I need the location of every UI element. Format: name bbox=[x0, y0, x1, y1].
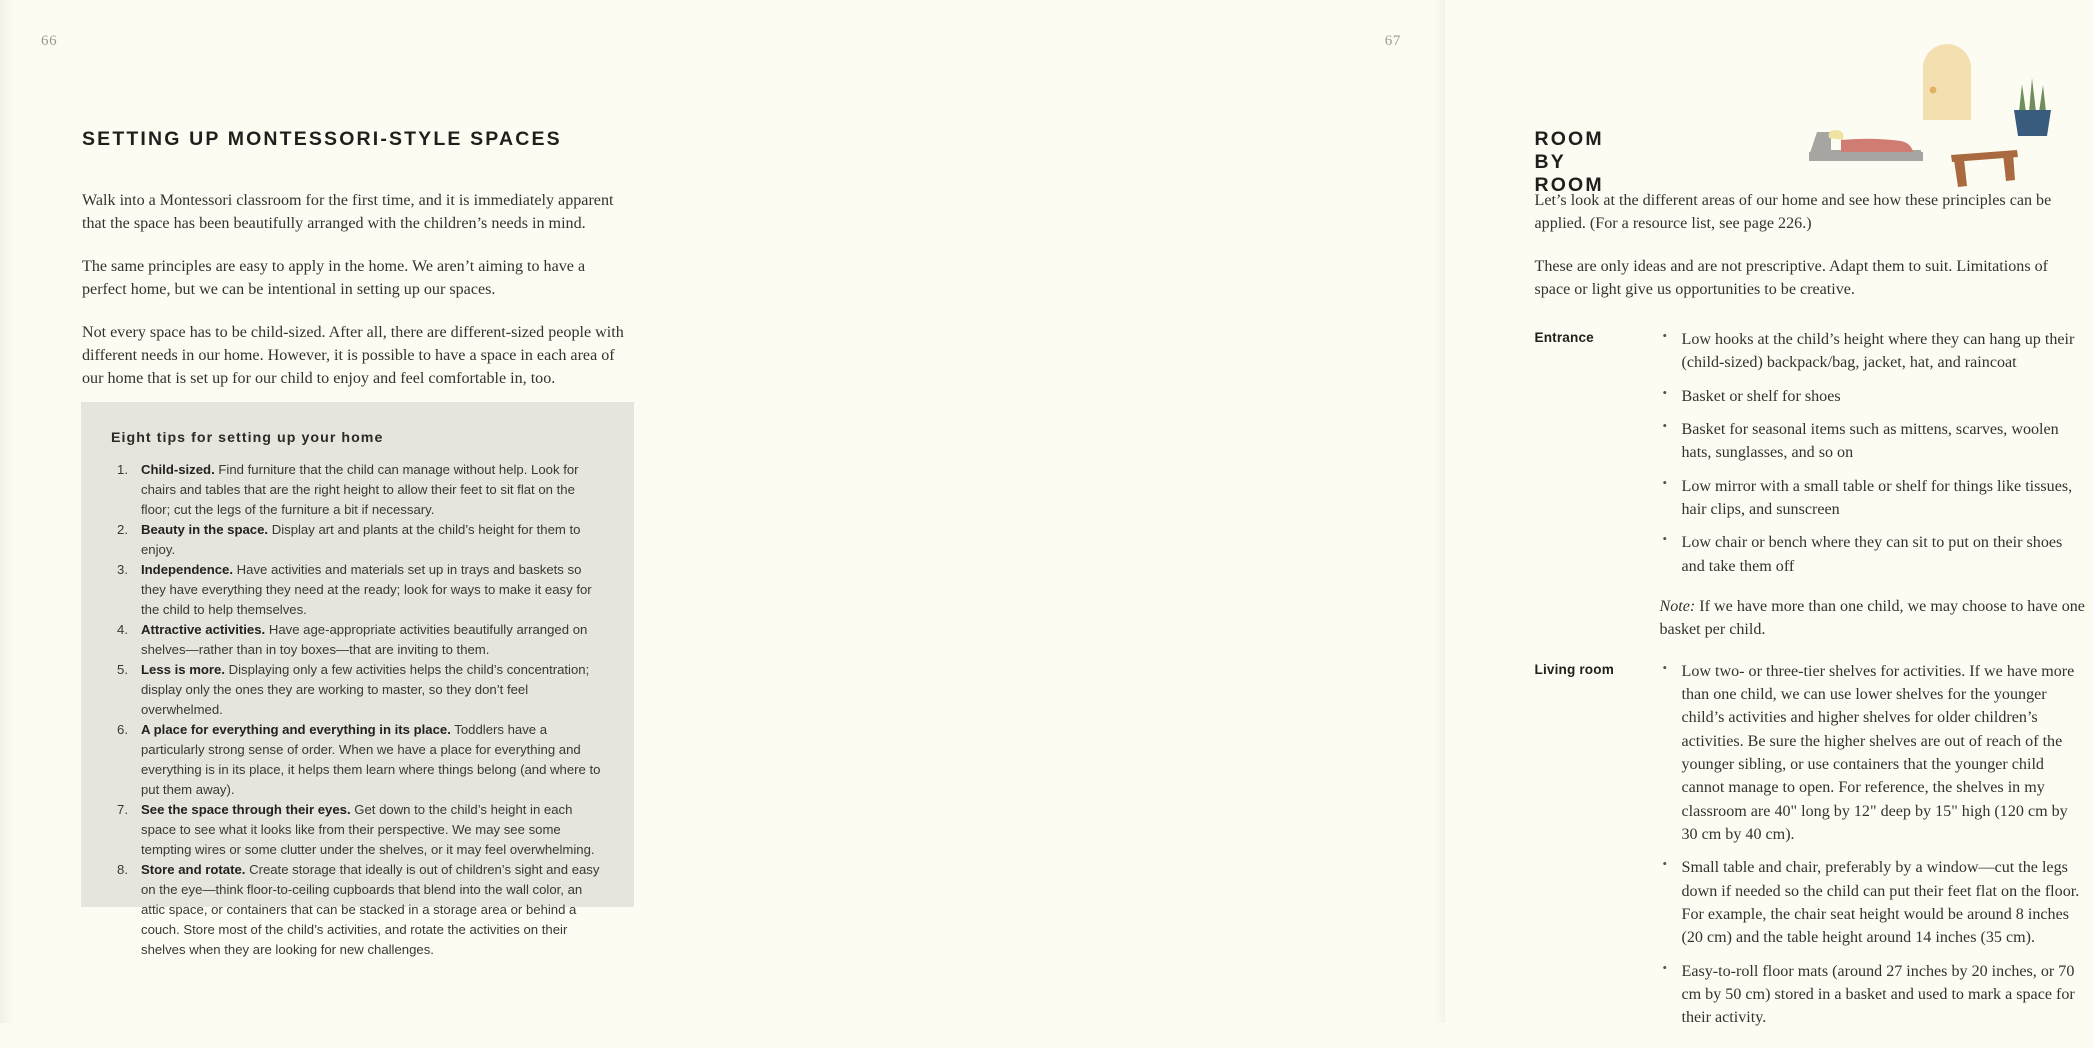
tip-text: Find furniture that the child can manage without help. Look for chairs and tables that are the right height to allow their feet to sit flat on the floor; cut the legs of the furniture a bit if necessary. bbox=[141, 462, 579, 517]
entrance-note bbox=[1660, 595, 2088, 642]
paragraph: Not every space has to be child-sized. After all, there are different-sized people with different needs in our home. However, it is possible to have a space in each area of our home that is set up for our child to enjoy and feel comfortable in, too. bbox=[82, 323, 624, 388]
right-page-body bbox=[1535, 189, 2086, 302]
room-bullet-list bbox=[1660, 660, 2088, 1030]
tip-term: See the space through their eyes. bbox=[141, 801, 351, 817]
tip-term: Attractive activities. bbox=[141, 621, 266, 637]
list-item: • Low two- or three-tier shelves for activities. If we have more than one child, we can use lower shelves for the younger child’s activities and higher shelves for older children’s activities. Be sure the higher shelves are out of reach of the younger sibling, or use containers that the younger child cannot manage to open. For reference, the shelves in my classroom are 40" long by 12" deep by 15" high (120 cm by 30 cm by 40 cm). bbox=[1660, 660, 2088, 847]
tip-term: Independence. bbox=[141, 561, 234, 577]
page-number-left: 66 bbox=[41, 33, 58, 49]
list-item bbox=[111, 660, 604, 720]
tip-text: Toddlers have a particularly strong sense of order. When we have a place for everything and everything is in its place, it helps them learn where things belong (and where to put them away). bbox=[141, 721, 601, 797]
room-label: Living room bbox=[1534, 661, 1614, 677]
tip-term: Child-sized. bbox=[141, 462, 215, 477]
list-item bbox=[111, 460, 604, 520]
tip-text: Display art and plants at the child’s height for them to enjoy. bbox=[141, 521, 581, 557]
room-content bbox=[1660, 328, 2088, 642]
room-by-room-list bbox=[1535, 328, 2088, 1048]
paragraph: Walk into a Montessori classroom for the first time, and it is immediately apparent that the space has been beautifully arranged with the children’s needs in mind. bbox=[82, 192, 614, 233]
wooden-stool-icon bbox=[1951, 150, 2018, 187]
list-item bbox=[111, 520, 604, 560]
list-item: • Basket or shelf for shoes bbox=[1660, 385, 2088, 408]
list-item: • Small table and chair, preferably by a window—cut the legs down if needed so the child can put their feet flat on the floor. For example, the chair seat height would be around 8 inches (20 cm) and the table height around 14 inches (35 cm). bbox=[1660, 856, 2088, 949]
list-item: • Easy-to-roll floor mats (around 27 inches by 20 inches, or 70 cm by 50 cm) stored in a basket and used to mark a space for their activity. bbox=[1660, 960, 2088, 1030]
left-page-body bbox=[82, 189, 627, 391]
arched-door-icon bbox=[1923, 44, 1971, 120]
room-content bbox=[1660, 660, 2088, 1030]
tip-text: Create storage that ideally is out of children’s sight and easy on the eye—think floor-to-ceiling cupboards that blend into the wall color, an attic space, or containers that can be stacked in a storage area or behind a couch. Store most of the child’s activities, and rotate the activities on their shelves when they are looking for new challenges. bbox=[141, 861, 600, 957]
tip-term: A place for everything and everything in its place. bbox=[141, 721, 451, 737]
tips-box-heading: Eight tips for setting up your home bbox=[111, 430, 384, 446]
left-page bbox=[0, 0, 723, 1023]
list-item: • Low mirror with a small table or shelf for things like tissues, hair clips, and sunscreen bbox=[1660, 475, 2088, 522]
note-label: Note: bbox=[1659, 597, 1696, 615]
list-item: • Low chair or bench where they can sit to put on their shoes and take them off bbox=[1660, 531, 2088, 578]
tip-term: Store and rotate. bbox=[141, 861, 246, 877]
tip-term: Beauty in the space. bbox=[141, 521, 269, 537]
room-row-entrance bbox=[1535, 328, 2088, 642]
right-page bbox=[723, 0, 2085, 1027]
page-title-right: ROOM BY ROOM bbox=[1534, 128, 1604, 196]
paragraph: Let’s look at the different areas of our home and see how these principles can be applied. (For a resource list, see page 226.) bbox=[1534, 192, 2052, 233]
paragraph: These are only ideas and are not prescriptive. Adapt them to suit. Limitations of space or light give us opportunities to be creative. bbox=[1534, 257, 2049, 299]
room-bullet-list bbox=[1660, 328, 2088, 578]
list-item: • Basket for seasonal items such as mittens, scarves, woolen hats, sunglasses, and so on bbox=[1660, 418, 2088, 465]
list-item bbox=[111, 800, 604, 860]
floor-bed-icon bbox=[1809, 130, 1923, 161]
list-item bbox=[111, 620, 604, 660]
tips-list bbox=[111, 460, 604, 960]
list-item bbox=[111, 560, 604, 620]
list-item bbox=[111, 720, 604, 800]
tip-text: Have age-appropriate activities beautifully arranged on shelves—rather than in toy boxes—that are inviting to them. bbox=[141, 621, 588, 657]
potted-plant-icon bbox=[2014, 78, 2051, 136]
tip-text: Have activities and materials set up in trays and baskets so they have everything they need at the ready; look for ways to make it easy for the child to help themselves. bbox=[141, 561, 592, 617]
tip-text: Get down to the child’s height in each space to see what it looks like from their perspective. We may see some tempting wires or some clutter under the shelves, or it may feel overwhelming. bbox=[141, 801, 595, 857]
tip-term: Less is more. bbox=[141, 661, 225, 677]
montessori-room-illustration bbox=[1803, 28, 2093, 193]
list-item bbox=[111, 860, 604, 960]
paragraph: The same principles are easy to apply in the home. We aren’t aiming to have a perfect home, but we can be intentional in setting up our spaces. bbox=[82, 257, 586, 299]
list-item: • Low hooks at the child’s height where they can hang up their (child-sized) backpack/bag, jacket, hat, and raincoat bbox=[1660, 328, 2088, 375]
page-title-left: SETTING UP MONTESSORI-STYLE SPACES bbox=[82, 128, 562, 150]
page-number-right: 67 bbox=[1384, 33, 1401, 49]
room-label: Entrance bbox=[1534, 330, 1594, 345]
eight-tips-box bbox=[81, 402, 634, 957]
room-row-living-room bbox=[1535, 660, 2088, 1030]
note-text: If we have more than one child, we may choose to have one basket per child. bbox=[1659, 597, 2085, 639]
tip-text: Displaying only a few activities helps the child’s concentration; display only the ones they are working to master, so they don’t feel overwhelmed. bbox=[141, 661, 590, 717]
